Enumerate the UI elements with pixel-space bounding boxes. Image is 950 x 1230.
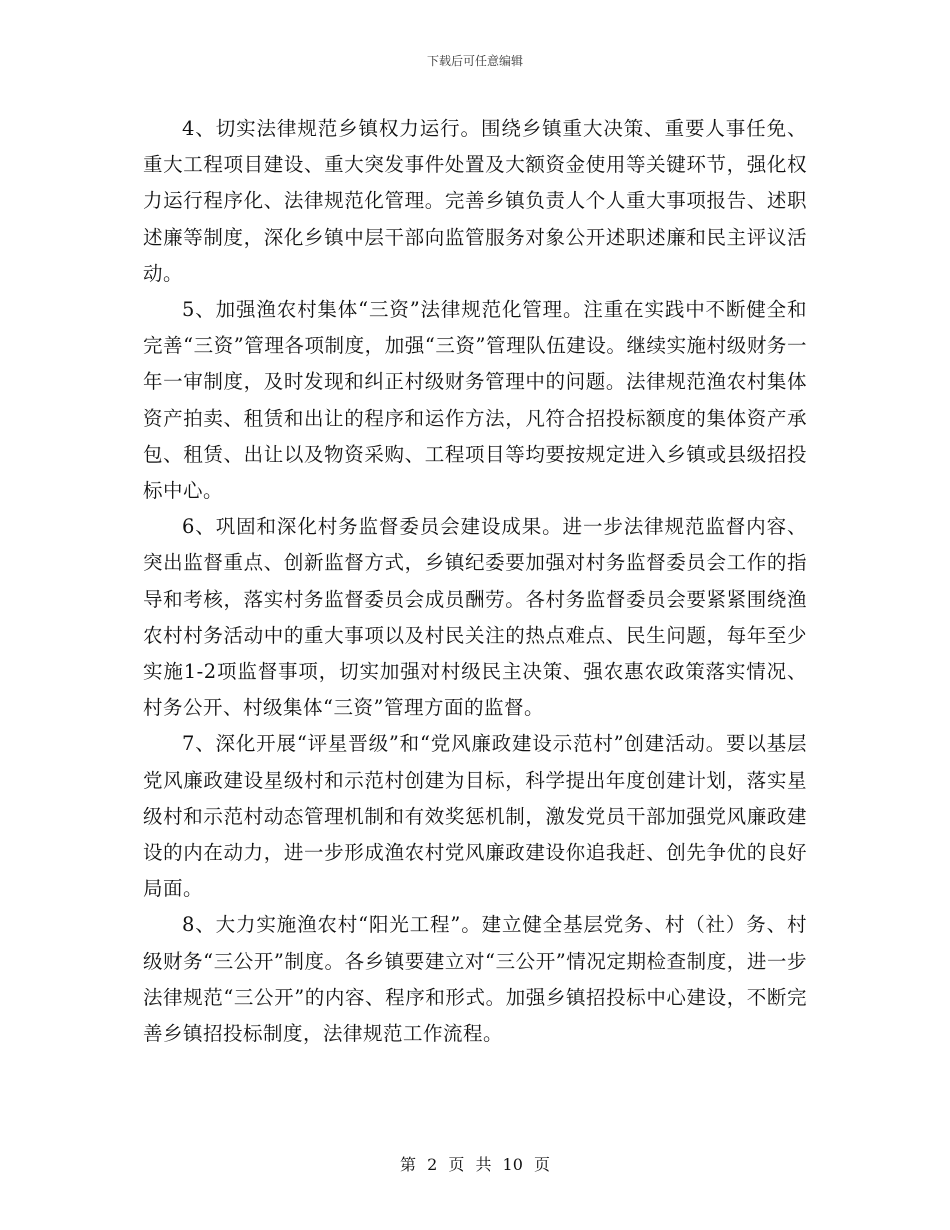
footer-suffix: 页 xyxy=(534,1155,551,1174)
footer-middle: 页 共 xyxy=(448,1155,492,1174)
page-footer xyxy=(0,1152,950,1175)
footer-prefix: 第 xyxy=(399,1155,416,1174)
total-page-count: 10 xyxy=(502,1155,523,1174)
paragraph-6: 6、巩固和深化村务监督委员会建设成果。进一步法律规范监督内容、突出监督重点、创新监督方式，乡镇纪委要加强对村务监督委员会工作的指导和考核，落实村务监督委员会成员酬劳。各村务监督委员会要紧紧围绕渔农村村务活动中的重大事项以及村民关注的热点难点、民生问题，每年至少实施1-2项监督事项，切实加强对村级民主决策、强农惠农政策落实情况、村务公开、村级集体“三资”管理方面的监督。 xyxy=(143,515,807,720)
page-header: 下载后可任意编辑 xyxy=(426,54,523,68)
paragraph-7: 7、深化开展“评星晋级”和“党风廉政建设示范村”创建活动。要以基层党风廉政建设星级村和示范村创建为目标，科学提出年度创建计划，落实星级村和示范村动态管理机制和有效奖惩机制，激发党员干部加强党风廉政建设的内在动力，进一步形成渔农村党风廉政建设你追我赶、创先争优的良好局面。 xyxy=(143,732,807,901)
paragraph-5: 5、加强渔农村集体“三资”法律规范化管理。注重在实践中不断健全和完善“三资”管理各项制度，加强“三资”管理队伍建设。继续实施村级财务一年一审制度，及时发现和纠正村级财务管理中的问题。法律规范渔农村集体资产拍卖、租赁和出让的程序和运作方法，凡符合招投标额度的集体资产承包、租赁、出让以及物资采购、工程项目等均要按规定进入乡镇或县级招投标中心。 xyxy=(143,298,807,503)
current-page-number: 2 xyxy=(427,1155,438,1174)
paragraph-8: 8、大力实施渔农村“阳光工程”。建立健全基层党务、村（社）务、村级财务“三公开”制度。各乡镇要建立对“三公开”情况定期检查制度，进一步法律规范“三公开”的内容、程序和形式。加强乡镇招投标中心建设，不断完善乡镇招投标制度，法律规范工作流程。 xyxy=(143,913,807,1046)
paragraph-4: 4、切实法律规范乡镇权力运行。围绕乡镇重大决策、重要人事任免、重大工程项目建设、重大突发事件处置及大额资金使用等关键环节，强化权力运行程序化、法律规范化管理。完善乡镇负责人个人重大事项报告、述职述廉等制度，深化乡镇中层干部向监管服务对象公开述职述廉和民主评议活动。 xyxy=(143,117,807,285)
document-body xyxy=(143,111,807,1052)
